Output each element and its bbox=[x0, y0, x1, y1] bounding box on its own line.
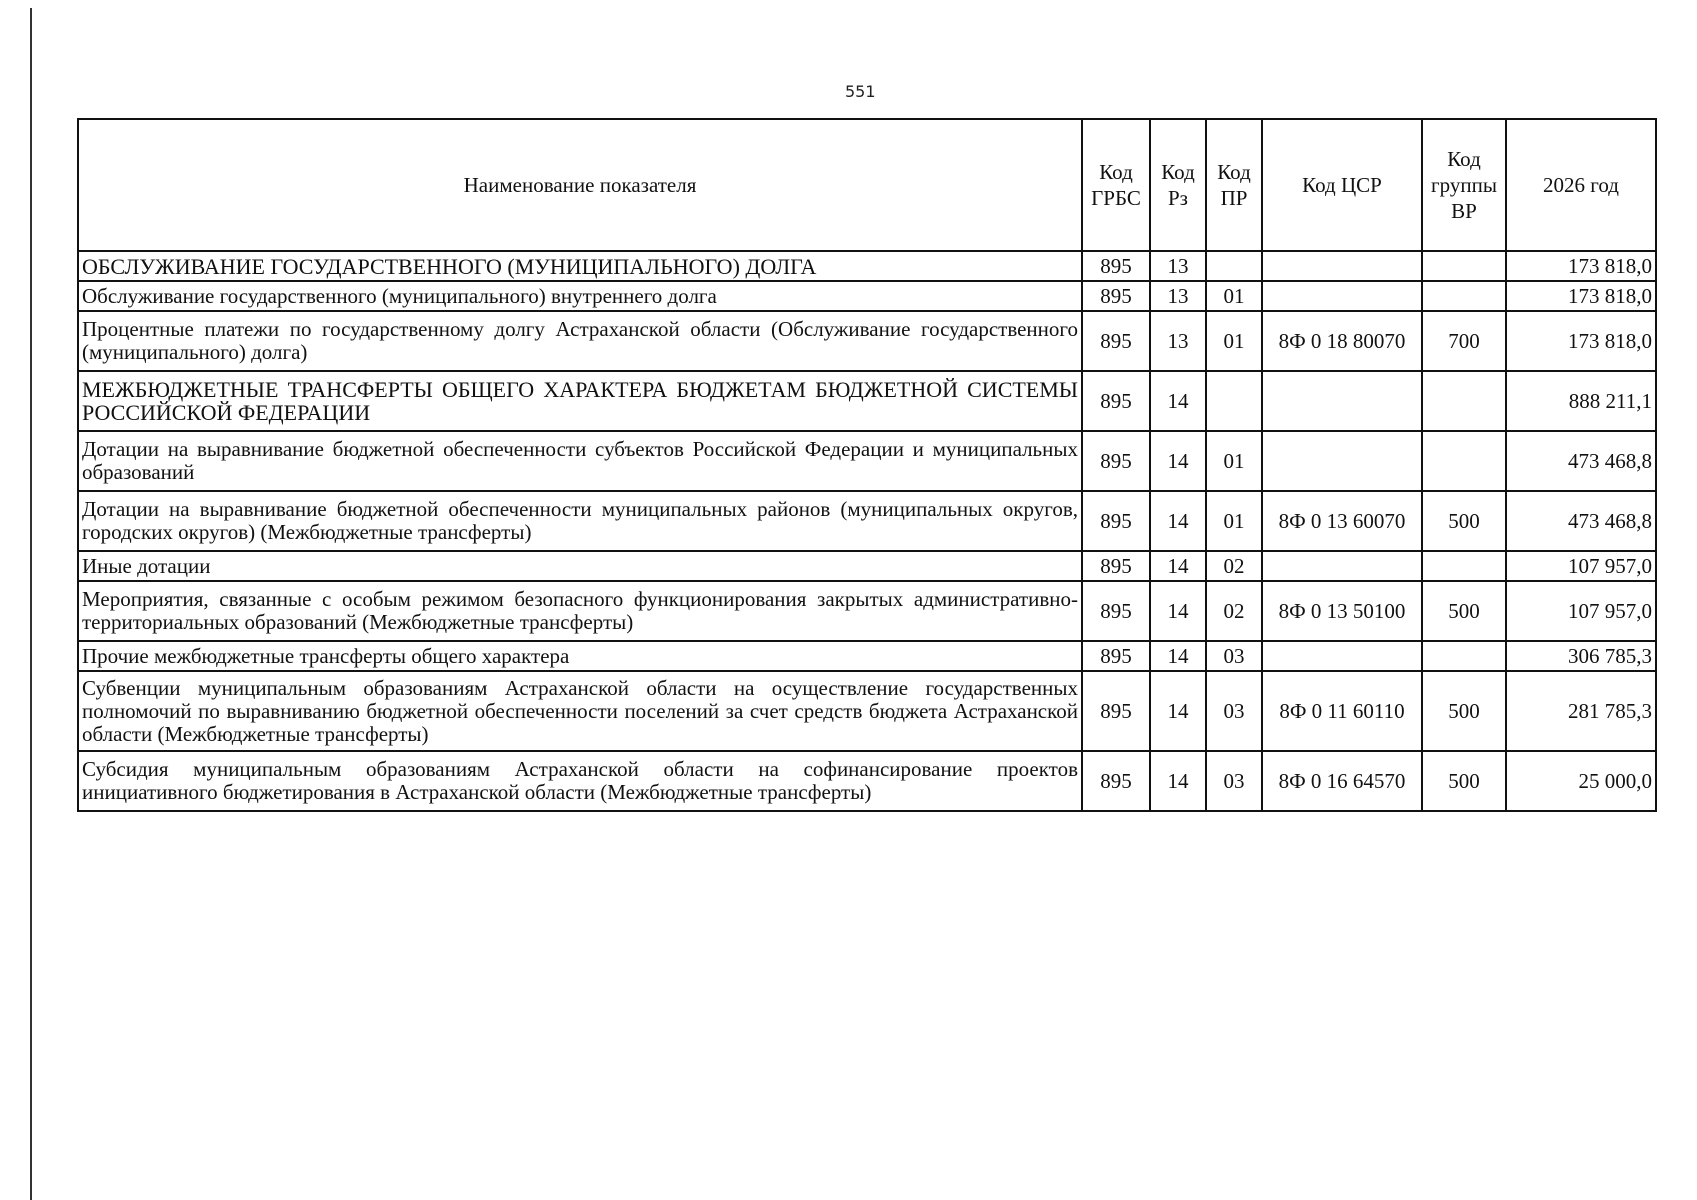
row-name: Процентные платежи по государственному долгу Астраханской области (Обслуживание государственного (муниципального) долга) bbox=[78, 311, 1082, 371]
row-rz: 14 bbox=[1150, 551, 1206, 581]
row-pr bbox=[1206, 371, 1262, 431]
row-rz: 13 bbox=[1150, 281, 1206, 311]
row-name: Субсидия муниципальным образованиям Астраханской области на софинансирование проектов инициативного бюджетирования в Астраханской области (Межбюджетные трансферты) bbox=[78, 751, 1082, 811]
row-vr: 500 bbox=[1422, 751, 1506, 811]
row-name: Мероприятия, связанные с особым режимом безопасного функционирования закрытых административно-территориальных образований (Межбюджетные трансферты) bbox=[78, 581, 1082, 641]
page-number: 551 bbox=[845, 82, 876, 101]
row-vr: 700 bbox=[1422, 311, 1506, 371]
row-csr: 8Ф 0 13 60070 bbox=[1262, 491, 1422, 551]
row-csr bbox=[1262, 431, 1422, 491]
row-rz: 14 bbox=[1150, 581, 1206, 641]
header-grbs: Код ГРБС bbox=[1082, 119, 1150, 251]
row-grbs: 895 bbox=[1082, 641, 1150, 671]
row-rz: 14 bbox=[1150, 641, 1206, 671]
row-name: Субвенции муниципальным образованиям Астраханской области на осуществление государственных полномочий по выравниванию бюджетной обеспеченности поселений за счет средств бюджета Астраханской области (Межбюджетные трансферты) bbox=[78, 671, 1082, 751]
row-amount: 888 211,1 bbox=[1506, 371, 1656, 431]
row-rz: 14 bbox=[1150, 491, 1206, 551]
row-grbs: 895 bbox=[1082, 581, 1150, 641]
budget-table bbox=[77, 118, 1657, 812]
row-vr: 500 bbox=[1422, 671, 1506, 751]
row-vr bbox=[1422, 371, 1506, 431]
row-name: МЕЖБЮДЖЕТНЫЕ ТРАНСФЕРТЫ ОБЩЕГО ХАРАКТЕРА БЮДЖЕТАМ БЮДЖЕТНОЙ СИСТЕМЫ РОССИЙСКОЙ ФЕДЕРАЦИИ bbox=[78, 371, 1082, 431]
row-name: Дотации на выравнивание бюджетной обеспеченности субъектов Российской Федерации и муниципальных образований bbox=[78, 431, 1082, 491]
row-rz: 14 bbox=[1150, 751, 1206, 811]
header-vr: Код группы ВР bbox=[1422, 119, 1506, 251]
header-csr: Код ЦСР bbox=[1262, 119, 1422, 251]
row-amount: 281 785,3 bbox=[1506, 671, 1656, 751]
row-grbs: 895 bbox=[1082, 751, 1150, 811]
row-vr bbox=[1422, 281, 1506, 311]
table-row bbox=[78, 581, 1656, 641]
row-vr: 500 bbox=[1422, 581, 1506, 641]
row-rz: 14 bbox=[1150, 371, 1206, 431]
row-pr bbox=[1206, 251, 1262, 281]
row-csr: 8Ф 0 13 50100 bbox=[1262, 581, 1422, 641]
row-amount: 173 818,0 bbox=[1506, 311, 1656, 371]
row-name: Иные дотации bbox=[78, 551, 1082, 581]
row-rz: 14 bbox=[1150, 431, 1206, 491]
row-grbs: 895 bbox=[1082, 551, 1150, 581]
row-rz: 14 bbox=[1150, 671, 1206, 751]
row-pr: 01 bbox=[1206, 311, 1262, 371]
row-name: Дотации на выравнивание бюджетной обеспеченности муниципальных районов (муниципальных округов, городских округов) (Межбюджетные трансферты) bbox=[78, 491, 1082, 551]
header-name: Наименование показателя bbox=[78, 119, 1082, 251]
row-pr: 02 bbox=[1206, 581, 1262, 641]
row-vr bbox=[1422, 551, 1506, 581]
row-pr: 01 bbox=[1206, 491, 1262, 551]
row-pr: 01 bbox=[1206, 431, 1262, 491]
row-vr bbox=[1422, 641, 1506, 671]
table-header-row bbox=[78, 119, 1656, 251]
table-row bbox=[78, 431, 1656, 491]
row-csr bbox=[1262, 641, 1422, 671]
row-amount: 107 957,0 bbox=[1506, 551, 1656, 581]
row-pr: 03 bbox=[1206, 671, 1262, 751]
row-amount: 473 468,8 bbox=[1506, 431, 1656, 491]
row-amount: 25 000,0 bbox=[1506, 751, 1656, 811]
table-row bbox=[78, 551, 1656, 581]
row-amount: 173 818,0 bbox=[1506, 251, 1656, 281]
row-amount: 173 818,0 bbox=[1506, 281, 1656, 311]
row-grbs: 895 bbox=[1082, 311, 1150, 371]
header-pr: Код ПР bbox=[1206, 119, 1262, 251]
table-row bbox=[78, 311, 1656, 371]
row-name: ОБСЛУЖИВАНИЕ ГОСУДАРСТВЕННОГО (МУНИЦИПАЛЬНОГО) ДОЛГА bbox=[78, 251, 1082, 281]
row-csr: 8Ф 0 18 80070 bbox=[1262, 311, 1422, 371]
row-pr: 03 bbox=[1206, 751, 1262, 811]
row-name: Обслуживание государственного (муниципального) внутреннего долга bbox=[78, 281, 1082, 311]
header-year: 2026 год bbox=[1506, 119, 1656, 251]
row-grbs: 895 bbox=[1082, 251, 1150, 281]
row-vr bbox=[1422, 251, 1506, 281]
table-row bbox=[78, 251, 1656, 281]
row-grbs: 895 bbox=[1082, 671, 1150, 751]
row-grbs: 895 bbox=[1082, 431, 1150, 491]
row-vr bbox=[1422, 431, 1506, 491]
table-row bbox=[78, 641, 1656, 671]
row-csr: 8Ф 0 16 64570 bbox=[1262, 751, 1422, 811]
table-row bbox=[78, 491, 1656, 551]
table-row bbox=[78, 671, 1656, 751]
row-pr: 03 bbox=[1206, 641, 1262, 671]
table-row bbox=[78, 281, 1656, 311]
row-csr: 8Ф 0 11 60110 bbox=[1262, 671, 1422, 751]
header-rz: Код Рз bbox=[1150, 119, 1206, 251]
row-csr bbox=[1262, 551, 1422, 581]
row-grbs: 895 bbox=[1082, 371, 1150, 431]
row-rz: 13 bbox=[1150, 251, 1206, 281]
row-amount: 107 957,0 bbox=[1506, 581, 1656, 641]
row-amount: 473 468,8 bbox=[1506, 491, 1656, 551]
row-amount: 306 785,3 bbox=[1506, 641, 1656, 671]
row-grbs: 895 bbox=[1082, 491, 1150, 551]
row-name: Прочие межбюджетные трансферты общего характера bbox=[78, 641, 1082, 671]
row-csr bbox=[1262, 251, 1422, 281]
table-row bbox=[78, 751, 1656, 811]
row-csr bbox=[1262, 281, 1422, 311]
row-vr: 500 bbox=[1422, 491, 1506, 551]
row-grbs: 895 bbox=[1082, 281, 1150, 311]
row-pr: 01 bbox=[1206, 281, 1262, 311]
row-pr: 02 bbox=[1206, 551, 1262, 581]
row-csr bbox=[1262, 371, 1422, 431]
binding-edge-line bbox=[30, 8, 32, 1200]
table-row bbox=[78, 371, 1656, 431]
row-rz: 13 bbox=[1150, 311, 1206, 371]
